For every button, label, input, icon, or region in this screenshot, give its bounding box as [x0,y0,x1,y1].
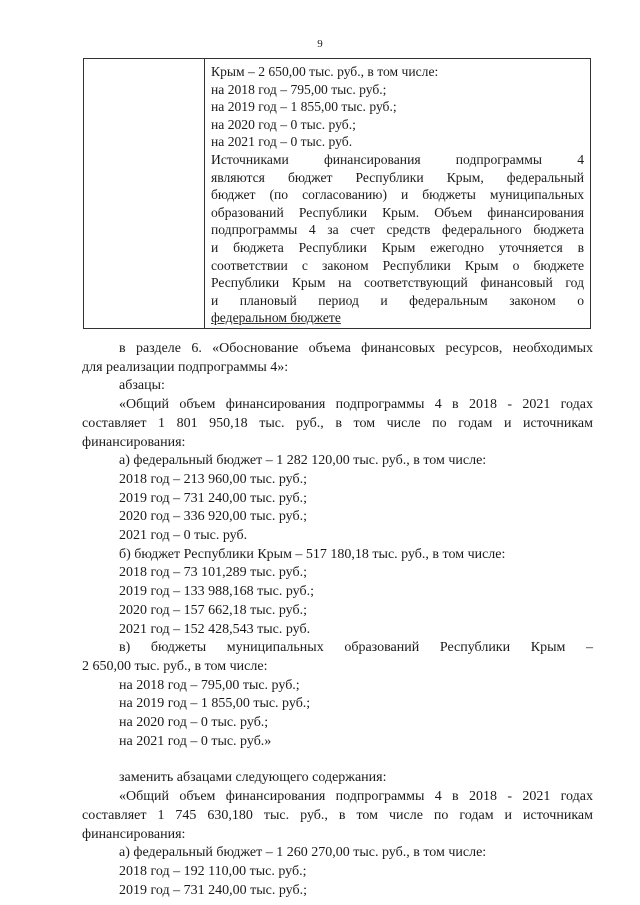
list-item: 2 650,00 тыс. руб., в том числе: [82,658,268,674]
page-number: 9 [317,38,323,50]
document-body [82,340,593,900]
old-total-line: «Общий объем финансирования подпрограммы 4 в 2018 - 2021 годах [119,397,593,413]
table-line: на 2021 год – 0 тыс. руб. [211,134,353,150]
table-line: на 2018 год – 795,00 тыс. руб.; [211,81,387,97]
new-total-line: финансирования: [82,826,186,842]
table-para-line: Источниками финансирования подпрограммы 4 [211,151,584,167]
paragraph: абзацы: [119,378,165,394]
table-para-line: являются бюджет Республики Крым, федеральный [211,169,584,185]
list-item: 2021 год – 0 тыс. руб. [119,528,248,544]
list-item: б) бюджет Республики Крым – 517 180,18 тыс. руб., в том числе: [119,546,506,562]
list-item: а) федеральный бюджет – 1 282 120,00 тыс. руб., в том числе: [119,453,487,469]
table-line: на 2020 год – 0 тыс. руб.; [211,116,356,132]
list-item: 2018 год – 73 101,289 тыс. руб.; [119,565,307,581]
list-item: 2019 год – 133 988,168 тыс. руб.; [119,584,314,600]
table-para-line: образований Республики Крым. Объем финансирования [211,204,584,220]
table-left-cell [84,59,205,328]
list-item: 2020 год – 157 662,18 тыс. руб.; [119,602,307,618]
new-total-line: составляет 1 745 630,180 тыс. руб., в том числе по годам и источникам [82,807,593,823]
list-item: на 2019 год – 1 855,00 тыс. руб.; [119,696,311,712]
table-para-line: соответствии с законом Республики Крым о бюджете [211,257,584,273]
table-para-last-line: федеральном бюджете [211,310,341,326]
old-total-line: финансирования: [82,434,186,450]
list-item: 2019 год – 731 240,00 тыс. руб.; [119,882,307,898]
list-item: на 2021 год – 0 тыс. руб.» [119,733,272,749]
section-heading-cont: для реализации подпрограммы 4»: [82,359,289,375]
table-para-line: и бюджета Республики Крым ежегодно уточняется в [211,239,584,255]
table-right-cell [205,59,590,328]
new-total-line: «Общий объем финансирования подпрограммы 4 в 2018 - 2021 годах [119,789,593,805]
list-item: на 2020 год – 0 тыс. руб.; [119,715,269,731]
paragraph: заменить абзацами следующего содержания: [119,770,387,786]
list-item: на 2018 год – 795,00 тыс. руб.; [119,677,300,693]
old-total-line: составляет 1 801 950,18 тыс. руб., в том числе по годам и источникам [82,415,593,431]
table-line: Крым – 2 650,00 тыс. руб., в том числе: [211,64,439,79]
section-heading: в разделе 6. «Обоснование объема финансовых ресурсов, необходимых [119,341,593,356]
table-para-line: подпрограммы 4 за счет средств федерального бюджета [211,222,584,238]
list-item: в) бюджеты муниципальных образований Республики Крым – [119,640,593,656]
spacer [119,751,593,769]
table-para-line: бюджет (по согласованию) и бюджеты муниципальных [211,187,584,203]
table-line: на 2019 год – 1 855,00 тыс. руб.; [211,99,397,115]
funding-table [83,58,591,329]
list-item: 2021 год – 152 428,543 тыс. руб. [119,621,311,637]
list-item: 2020 год – 336 920,00 тыс. руб.; [119,509,307,525]
list-item: 2019 год – 731 240,00 тыс. руб.; [119,490,307,506]
list-item: 2018 год – 192 110,00 тыс. руб.; [119,863,307,879]
table-para-line: Республики Крым на соответствующий финансовый год [211,275,584,291]
list-item: а) федеральный бюджет – 1 260 270,00 тыс. руб., в том числе: [119,845,487,861]
table-para-line: и плановый период и федеральным законом о [211,292,584,308]
list-item: 2018 год – 213 960,00 тыс. руб.; [119,471,307,487]
